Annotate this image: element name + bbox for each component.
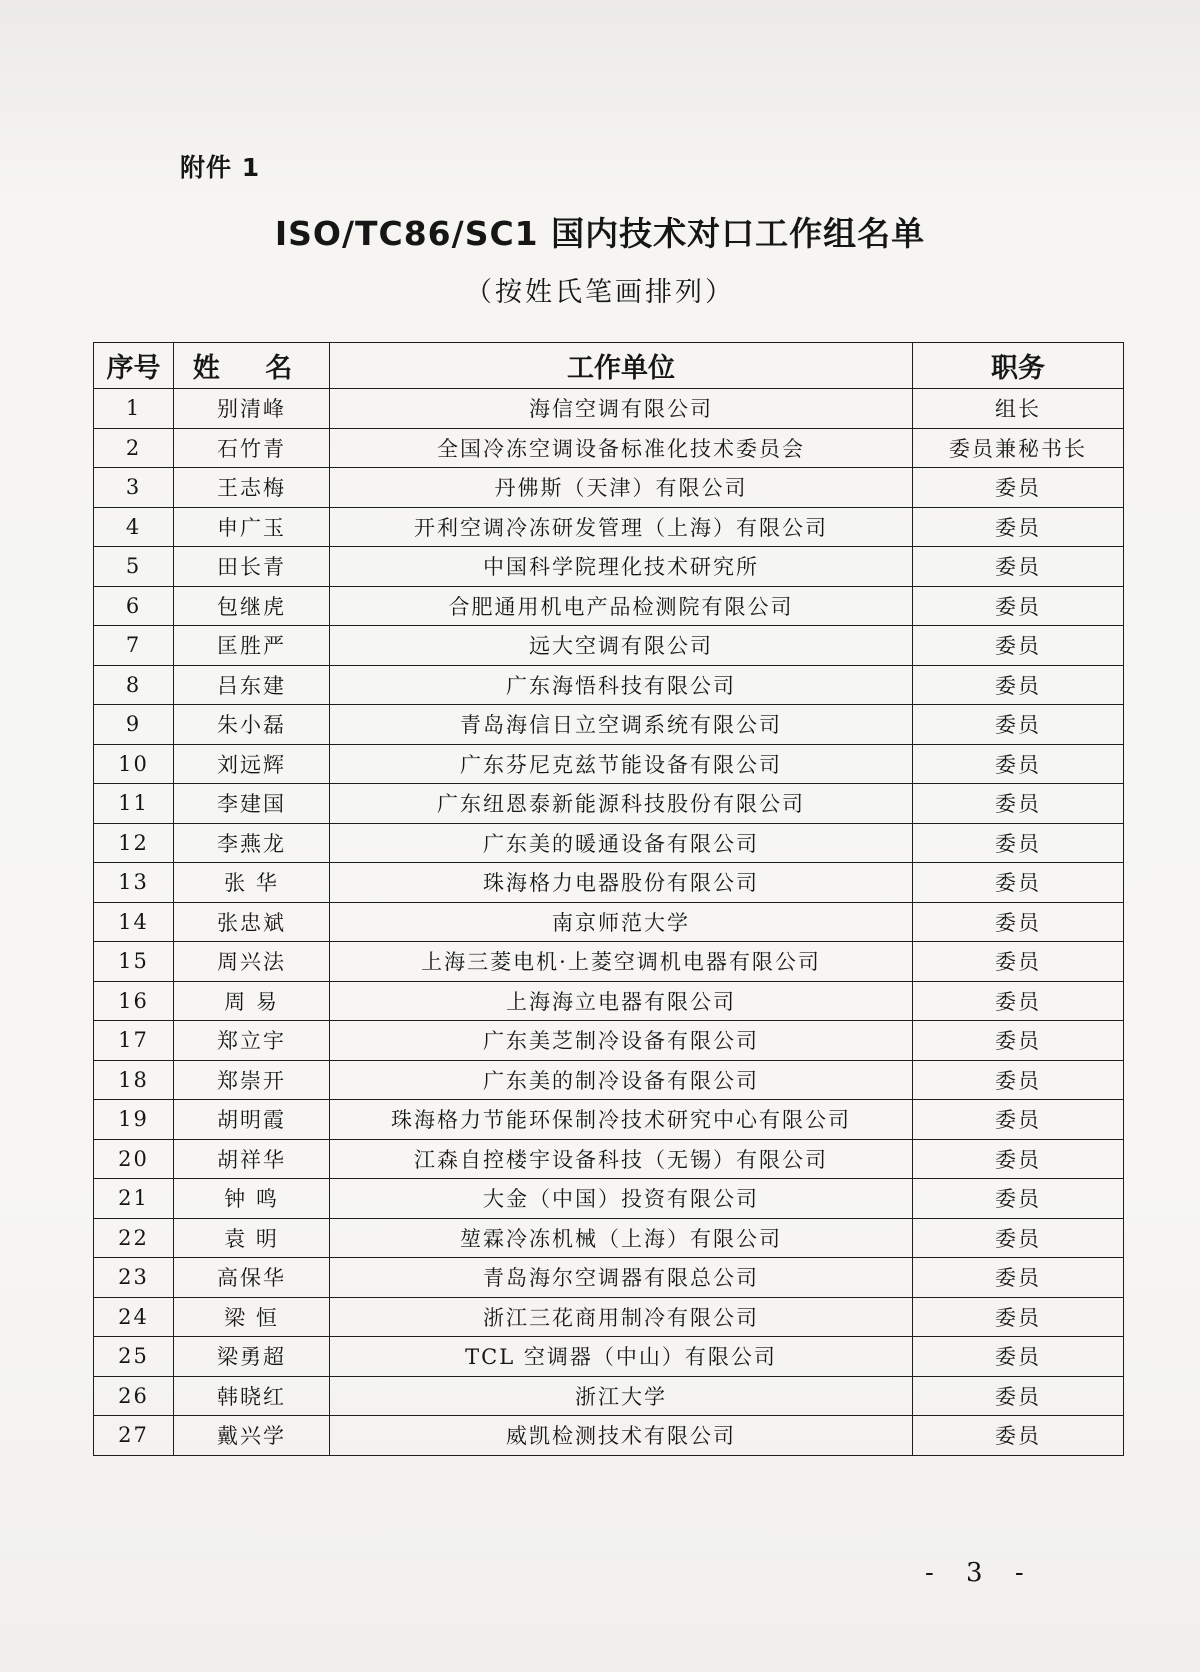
table-row <box>94 1258 1124 1298</box>
cell-unit: 青岛海信日立空调系统有限公司 <box>330 705 913 745</box>
table-row <box>94 389 1124 429</box>
cell-role: 委员 <box>913 1337 1124 1377</box>
cell-name: 梁 恒 <box>174 1297 330 1337</box>
cell-unit: 堃霖冷冻机械（上海）有限公司 <box>330 1218 913 1258</box>
cell-unit: 珠海格力节能环保制冷技术研究中心有限公司 <box>330 1100 913 1140</box>
cell-role: 委员 <box>913 1297 1124 1337</box>
table-row <box>94 823 1124 863</box>
cell-name: 戴兴学 <box>174 1416 330 1456</box>
table-row <box>94 547 1124 587</box>
table-row <box>94 942 1124 982</box>
cell-name: 郑立宇 <box>174 1021 330 1061</box>
cell-role: 委员 <box>913 705 1124 745</box>
table-row <box>94 1021 1124 1061</box>
cell-role: 委员兼秘书长 <box>913 428 1124 468</box>
cell-role: 委员 <box>913 1218 1124 1258</box>
cell-name: 梁勇超 <box>174 1337 330 1377</box>
cell-role: 委员 <box>913 1060 1124 1100</box>
cell-name: 袁 明 <box>174 1218 330 1258</box>
cell-unit: 南京师范大学 <box>330 902 913 942</box>
cell-role: 委员 <box>913 981 1124 1021</box>
table-row <box>94 468 1124 508</box>
header-unit: 工作单位 <box>330 343 913 389</box>
cell-unit: 浙江大学 <box>330 1376 913 1416</box>
cell-role: 委员 <box>913 507 1124 547</box>
cell-role: 委员 <box>913 1376 1124 1416</box>
cell-role: 委员 <box>913 744 1124 784</box>
cell-no: 2 <box>94 428 174 468</box>
attachment-label: 附件 1 <box>180 153 261 182</box>
table-row <box>94 744 1124 784</box>
cell-no: 19 <box>94 1100 174 1140</box>
cell-role: 组长 <box>913 389 1124 429</box>
cell-unit: 上海海立电器有限公司 <box>330 981 913 1021</box>
cell-no: 25 <box>94 1337 174 1377</box>
cell-name: 王志梅 <box>174 468 330 508</box>
document-subtitle: （按姓氏笔画排列） <box>465 277 735 308</box>
cell-unit: 广东美芝制冷设备有限公司 <box>330 1021 913 1061</box>
cell-role: 委员 <box>913 626 1124 666</box>
cell-role: 委员 <box>913 863 1124 903</box>
header-role: 职务 <box>913 343 1124 389</box>
cell-no: 16 <box>94 981 174 1021</box>
table-row <box>94 1376 1124 1416</box>
cell-name: 田长青 <box>174 547 330 587</box>
cell-no: 9 <box>94 705 174 745</box>
cell-no: 15 <box>94 942 174 982</box>
cell-name: 匡胜严 <box>174 626 330 666</box>
cell-name: 周兴法 <box>174 942 330 982</box>
cell-no: 10 <box>94 744 174 784</box>
cell-unit: 威凯检测技术有限公司 <box>330 1416 913 1456</box>
document-title: ISO/TC86/SC1 国内技术对口工作组名单 <box>274 214 926 253</box>
cell-role: 委员 <box>913 1179 1124 1219</box>
cell-no: 23 <box>94 1258 174 1298</box>
table-row <box>94 784 1124 824</box>
cell-no: 17 <box>94 1021 174 1061</box>
cell-role: 委员 <box>913 665 1124 705</box>
cell-name: 李燕龙 <box>174 823 330 863</box>
cell-name: 石竹青 <box>174 428 330 468</box>
cell-no: 22 <box>94 1218 174 1258</box>
cell-no: 13 <box>94 863 174 903</box>
cell-unit: 广东美的制冷设备有限公司 <box>330 1060 913 1100</box>
cell-role: 委员 <box>913 1100 1124 1140</box>
cell-name: 吕东建 <box>174 665 330 705</box>
cell-name: 包继虎 <box>174 586 330 626</box>
cell-no: 8 <box>94 665 174 705</box>
cell-name: 张 华 <box>174 863 330 903</box>
cell-unit: 远大空调有限公司 <box>330 626 913 666</box>
cell-unit: 中国科学院理化技术研究所 <box>330 547 913 587</box>
cell-unit: 青岛海尔空调器有限总公司 <box>330 1258 913 1298</box>
cell-name: 胡明霞 <box>174 1100 330 1140</box>
cell-no: 1 <box>94 389 174 429</box>
cell-no: 7 <box>94 626 174 666</box>
table-row <box>94 665 1124 705</box>
cell-name: 郑崇开 <box>174 1060 330 1100</box>
cell-role: 委员 <box>913 1258 1124 1298</box>
cell-unit: TCL 空调器（中山）有限公司 <box>330 1337 913 1377</box>
table-row <box>94 981 1124 1021</box>
cell-unit: 珠海格力电器股份有限公司 <box>330 863 913 903</box>
cell-unit: 江森自控楼宇设备科技（无锡）有限公司 <box>330 1139 913 1179</box>
cell-role: 委员 <box>913 1416 1124 1456</box>
header-no: 序号 <box>94 343 174 389</box>
cell-no: 21 <box>94 1179 174 1219</box>
cell-name: 朱小磊 <box>174 705 330 745</box>
cell-no: 27 <box>94 1416 174 1456</box>
cell-no: 3 <box>94 468 174 508</box>
cell-unit: 广东美的暖通设备有限公司 <box>330 823 913 863</box>
cell-role: 委员 <box>913 902 1124 942</box>
cell-no: 4 <box>94 507 174 547</box>
table-row <box>94 586 1124 626</box>
cell-role: 委员 <box>913 823 1124 863</box>
cell-role: 委员 <box>913 586 1124 626</box>
cell-role: 委员 <box>913 1021 1124 1061</box>
cell-no: 20 <box>94 1139 174 1179</box>
cell-unit: 浙江三花商用制冷有限公司 <box>330 1297 913 1337</box>
member-table <box>93 342 1124 1456</box>
cell-unit: 全国冷冻空调设备标准化技术委员会 <box>330 428 913 468</box>
cell-unit: 开利空调冷冻研发管理（上海）有限公司 <box>330 507 913 547</box>
cell-name: 申广玉 <box>174 507 330 547</box>
table-row <box>94 428 1124 468</box>
table-row <box>94 863 1124 903</box>
table-body <box>94 389 1124 1456</box>
table-row <box>94 1218 1124 1258</box>
cell-unit: 上海三菱电机·上菱空调机电器有限公司 <box>330 942 913 982</box>
cell-name: 高保华 <box>174 1258 330 1298</box>
table-row <box>94 1100 1124 1140</box>
cell-role: 委员 <box>913 942 1124 982</box>
table-row <box>94 626 1124 666</box>
cell-unit: 丹佛斯（天津）有限公司 <box>330 468 913 508</box>
table-row <box>94 705 1124 745</box>
cell-role: 委员 <box>913 547 1124 587</box>
cell-no: 26 <box>94 1376 174 1416</box>
cell-unit: 合肥通用机电产品检测院有限公司 <box>330 586 913 626</box>
cell-unit: 广东海悟科技有限公司 <box>330 665 913 705</box>
table-header-row <box>94 343 1124 389</box>
table-row <box>94 1179 1124 1219</box>
cell-name: 别清峰 <box>174 389 330 429</box>
cell-no: 11 <box>94 784 174 824</box>
cell-unit: 广东纽恩泰新能源科技股份有限公司 <box>330 784 913 824</box>
table-row <box>94 1416 1124 1456</box>
cell-no: 6 <box>94 586 174 626</box>
table-row <box>94 1297 1124 1337</box>
page-number: - 3 - <box>925 1558 1036 1588</box>
cell-unit: 广东芬尼克兹节能设备有限公司 <box>330 744 913 784</box>
cell-name: 韩晓红 <box>174 1376 330 1416</box>
cell-no: 14 <box>94 902 174 942</box>
cell-no: 24 <box>94 1297 174 1337</box>
cell-name: 钟 鸣 <box>174 1179 330 1219</box>
cell-name: 胡祥华 <box>174 1139 330 1179</box>
cell-name: 李建国 <box>174 784 330 824</box>
cell-no: 18 <box>94 1060 174 1100</box>
table-row <box>94 902 1124 942</box>
header-name: 姓 名 <box>174 343 330 389</box>
cell-name: 刘远辉 <box>174 744 330 784</box>
cell-unit: 海信空调有限公司 <box>330 389 913 429</box>
cell-role: 委员 <box>913 468 1124 508</box>
cell-role: 委员 <box>913 1139 1124 1179</box>
cell-name: 周 易 <box>174 981 330 1021</box>
cell-unit: 大金（中国）投资有限公司 <box>330 1179 913 1219</box>
cell-name: 张忠斌 <box>174 902 330 942</box>
cell-no: 12 <box>94 823 174 863</box>
cell-no: 5 <box>94 547 174 587</box>
table-row <box>94 507 1124 547</box>
table-row <box>94 1139 1124 1179</box>
table-row <box>94 1337 1124 1377</box>
cell-role: 委员 <box>913 784 1124 824</box>
table-row <box>94 1060 1124 1100</box>
